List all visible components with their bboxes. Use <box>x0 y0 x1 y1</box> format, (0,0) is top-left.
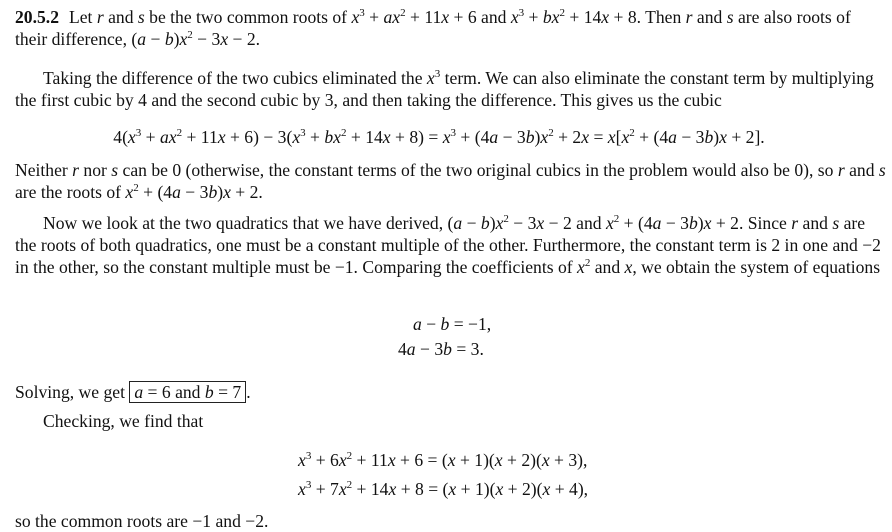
paragraph-conclusion: so the common roots are −1 and −2. <box>15 511 269 531</box>
paragraph-checking: Checking, we find that <box>43 411 204 431</box>
paragraph-quadratics: Now we look at the two quadratics that we have derived, $(a - b)x^2 - 3x - 2$ and $x^2 + (4a - 3b)x + 2$. Since r and s are the roots of both quadratics, one must be a constant multiple of the other. Furthermore, the constant term is 2 in one and −2 in the other, so the constant multiple must be −1. Comparing the coefficients of $x^2$ and x, we obtain the system of equations <box>15 213 881 277</box>
equation-row-2: 4a − 3b = 3. <box>398 339 484 359</box>
paragraph-eliminate-constant: Taking the difference of the two cubics eliminated the $x^3$ term. We can also eliminate the constant term by multiplying the first cubic by 4 and the second cubic by 3, and then taking the difference. This gives us the cubic <box>15 68 874 110</box>
factorization-row-2: $x^3 + 7x^2 + 14x + 8 = (x + 1)(x + 2)(x + 4)$, <box>298 479 589 499</box>
paragraph-solving: Solving, we get a = 6 and b = 7 . <box>15 382 251 402</box>
problem-statement <box>15 6 887 50</box>
problem-statement-text: Let r and s be the two common roots of $x^3 + ax^2 + 11x + 6$ and $x^3 + bx^2 + 14x + 8$. Then r and s are also roots of their difference, $(a - b)x^2 - 3x - 2$. <box>15 7 851 49</box>
paragraph-neither-zero: Neither r nor s can be 0 (otherwise, the constant terms of the two original cubics in the problem would also be 0), so r and s are the roots of $x^2 + (4a - 3b)x + 2$. <box>15 160 886 202</box>
problem-number: 20.5.2 <box>15 7 59 27</box>
factorization-row-1: $x^3 + 6x^2 + 11x + 6 = (x + 1)(x + 2)(x + 3)$, <box>298 450 588 470</box>
cubic-equation: $4(x^3 + ax^2 + 11x + 6) - 3(x^3 + bx^2 + 14x + 8) = x^3 + (4a - 3b)x^2 + 2x = x[x^2 + (4a - 3b)x + 2]$. <box>113 127 765 147</box>
equation-row-1: a − b = −1, <box>413 314 492 334</box>
